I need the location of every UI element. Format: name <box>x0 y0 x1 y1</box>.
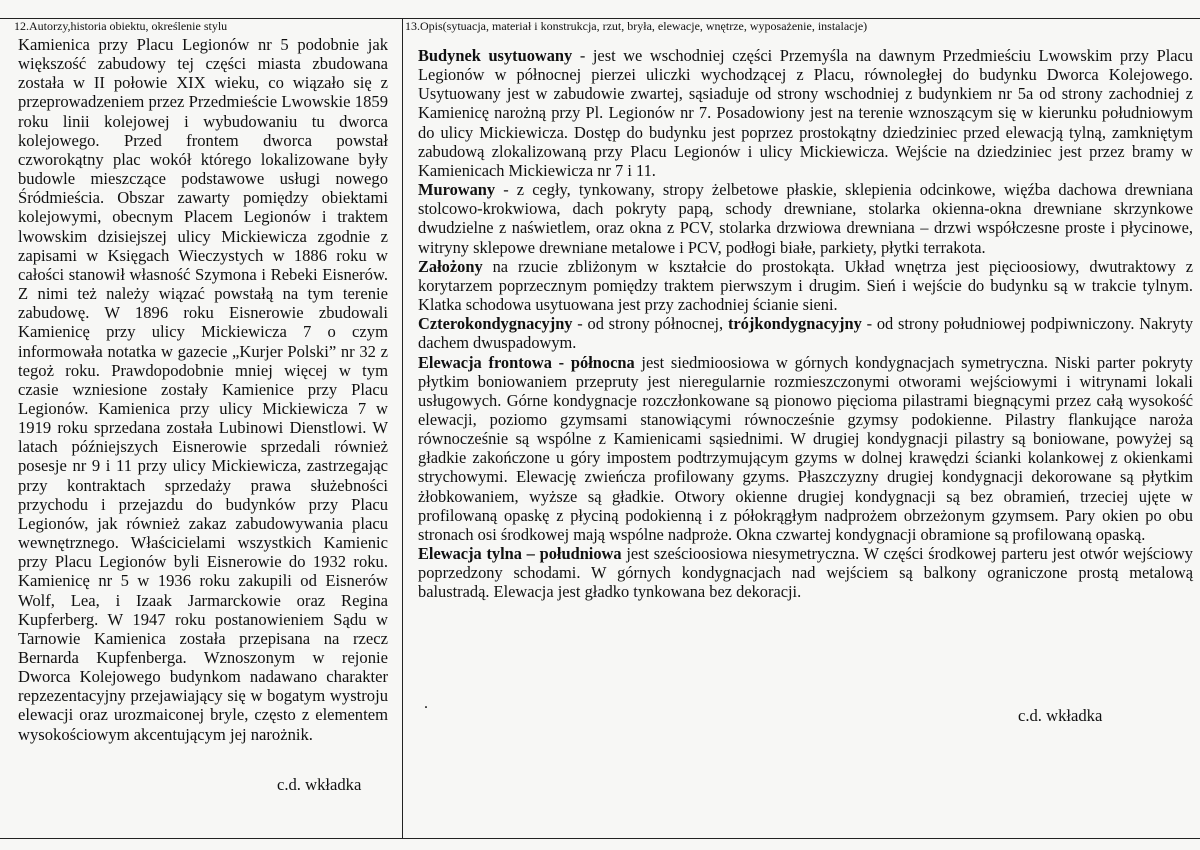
history-paragraph: Kamienica przy Placu Legionów nr 5 podobnie jak większość zabudowy tej części miasta zbudowana została w II połowie XIX wieku, co wiązało się z przeprowadzeniem przez Przedmieście Lwowskie 1859 roku linii kolejowej i wybudowaniu tu dworca kolejowego. Przed frontem dworca powstał czworokątny plac wokół którego lokalizowane były budowle mieszczące podstawowe usługi nowego Śródmieścia. Obszar zawarty pomiędzy obiektami kolejowymi, obecnym Placem Legionów i traktem lwowskim dzisiejszej ulicy Mickiewicza zgodnie z zapisami w Księgach Wieczystych w 1886 roku w całości stanowił własność Szymona i Rebeki Eisnerów. Z nimi też należy wiązać powstałą na tym terenie zabudowę. W 1896 roku Eisnerowie zbudowali Kamienicę przy ulicy Mickiewicza 7 o czym informowała notatka w gazecie „Kurjer Polski” nr 32 z tegoż roku. Prawdopodobnie mniej więcej w tym czasie wzniesione zostały Kamienice przy Placu Legionów. Kamienica przy ulicy Mickiewicza 7 w 1919 roku sprzedana została Lubinowi Dienstlowi. W latach późniejszych Eisnerowie sprzedali również posesje nr 9 i 11 przy ulicy Mickiewicza, zastrzegając przy kontraktach sprzedaży prawa służebności przychodu i przejazdu do budynków przy Placu Legionów, jak również zakaz zabudowywania placu wewnętrznego. Właścicielami wszystkich Kamienic przy Placu Legionów byli Eisnerowie do 1932 roku. Kamienicę nr 5 w 1936 roku zakupili od Eisnerów Wolf, Lea, i Izaak Jarmarckowie oraz Regina Kupferberg. W 1947 roku postanowieniem Sądu w Tarnowie Kamienica została przepisana na rzecz Bernarda Kupfenberga. Wznoszonym w rejonie Dworca Kolejowego budynkom nadawano charakter repzezentacyjny przejawiający się w bogatym wystroju elewacji oraz urozmaiconej bryle, często z elementem wysokościowym akcentującym jej narożnik. <box>18 35 388 744</box>
section-lead-secondary: trójkondygnacyjny <box>727 314 862 334</box>
description-column <box>405 19 1193 602</box>
description-header: 13.Opis(sytuacja, materiał i konstrukcja, rzut, bryła, elewacje, wnętrze, wyposażenie, instalacje) <box>405 19 868 33</box>
section-lead: Elewacja tylna – południowa <box>418 544 622 564</box>
history-header: 12.Autorzy,historia obiektu, określenie stylu <box>14 19 228 33</box>
section-lead: Elewacja frontowa - północna <box>418 352 635 372</box>
section-lead: Założony <box>418 256 483 276</box>
section-text: - z cegły, tynkowany, stropy żelbetowe płaskie, sklepienia odcinkowe, więźba dachowa drewniana stolcowo-krokwiowa, dach pokryty papą, schody drewniane, stolarka okienna-okna drewniane skrzynkowe dwudzielne z naświetlem, oraz okna z PCV, stolarka drzwiowa drewniana – drzwi współczesne proste i płycinowe, witryny sklepowe drewniane metalowe i PCV, podłogi białe, parkiety, płytki terrakota. <box>418 180 1193 257</box>
section-front-elevation <box>418 353 1193 545</box>
column-divider <box>402 18 403 838</box>
history-text <box>18 35 388 744</box>
section-storeys <box>418 314 1193 352</box>
section-materials <box>418 180 1193 257</box>
section-plan <box>418 257 1193 314</box>
section-text-secondary: - od strony południowej podpiwniczony. Nakryty dachem dwuspadowym. <box>418 314 1194 353</box>
section-lead: Czterokondygnacyjny <box>418 314 573 334</box>
history-column <box>10 19 388 744</box>
bottom-rule <box>0 838 1200 839</box>
description-text <box>418 46 1193 602</box>
section-location <box>418 46 1193 180</box>
section-text: jest sześcioosiowa niesymetryczna. W części środkowej parteru jest otwór wejściowy poprzedzony schodami. W górnych kondygnacjach nad wejściem są balkony ograniczone prostą metalową balustradą. Elewacja jest gładko tynkowana bez dekoracji. <box>418 544 1193 602</box>
section-text: na rzucie zbliżonym w kształcie do prostokąta. Układ wnętrza jest pięcioosiowy, dwutraktowy z korytarzem poprzecznym pomiędzy traktem pierwszym i drugim. Sień i wejście do budynku są w trakcie tylnym. Klatka schodowa usytuowana jest przy zachodniej ścianie sieni. <box>418 256 1193 315</box>
history-continued-note: c.d. wkładka <box>277 775 362 794</box>
section-text: - jest we wschodniej części Przemyśla na dawnym Przedmieściu Lwowskim przy Placu Legionów w północnej pierzei uliczki wychodzącej z Placu, równoległej do budynku Dworca Kolejowego. Usytuowany jest w zabudowie zwartej, sąsiaduje od strony wschodniej z budynkiem nr 5a od strony zachodniej z Kamienicę narożną przy Pl. Legionów nr 7. Posadowiony jest na terenie wznoszącym się w kierunku południowym do ulicy Mickiewicza. Dostęp do budynku jest poprzez prostokątny dziedziniec przed elewacją tylną, zamkniętym zabudową zlokalizowaną przy Placu Legionów i ulicy Mickiewicza. Wejście na dziedziniec jest przez bramy w Kamienicach Mickiewicza nr 7 i 11. <box>418 46 1193 180</box>
section-lead: Murowany <box>418 180 496 200</box>
section-text: jest siedmioosiowa w górnych kondygnacjach symetryczna. Niski parter pokryty płytkim boniowaniem przepruty jest nieregularnie rozmieszczonymi otworami wejściowymi i witrynami lokali usługowych. Górne kondygnacje rozczłonkowane są pionowo pięcioma pilastrami biegnącymi przez całą wysokość elewacji, poziomo gzymsami stanowiącymi równocześnie gzymsy podokienne. Pilastry flankujące naroża równocześnie są wspólne z Kamienicami sąsiednimi. W drugiej kondygnacji pilastry są boniowane, powyżej są gładkie zakończone u góry impostem podtrzymującym gzyms w dolnej krawędzi ścianki kolankowej z okienkami strychowymi. Elewację zwieńcza profilowany gzyms. Płaszczyzny drugiej kondygnacji dekorowane są płytkim żłobkowaniem, wyższe są gładkie. Otwory okienne drugiej kondygnacji są bez obramień, trzeciej ujęte w profilowaną opaskę z płyciną podokienną i z półokrągłym nadprożem obrzeżonym gzymsem. Pary okien po obu stronach osi środkowej mają wspólne nadproże. Okna czwartej kondygnacji obramione są profilowaną opaską. <box>418 352 1193 544</box>
stray-mark: . <box>424 695 428 712</box>
section-rear-elevation <box>418 544 1193 601</box>
section-lead: Budynek usytuowany <box>418 46 573 65</box>
section-text: - od strony północnej, <box>572 314 728 334</box>
description-continued-note: c.d. wkładka <box>1018 706 1103 725</box>
